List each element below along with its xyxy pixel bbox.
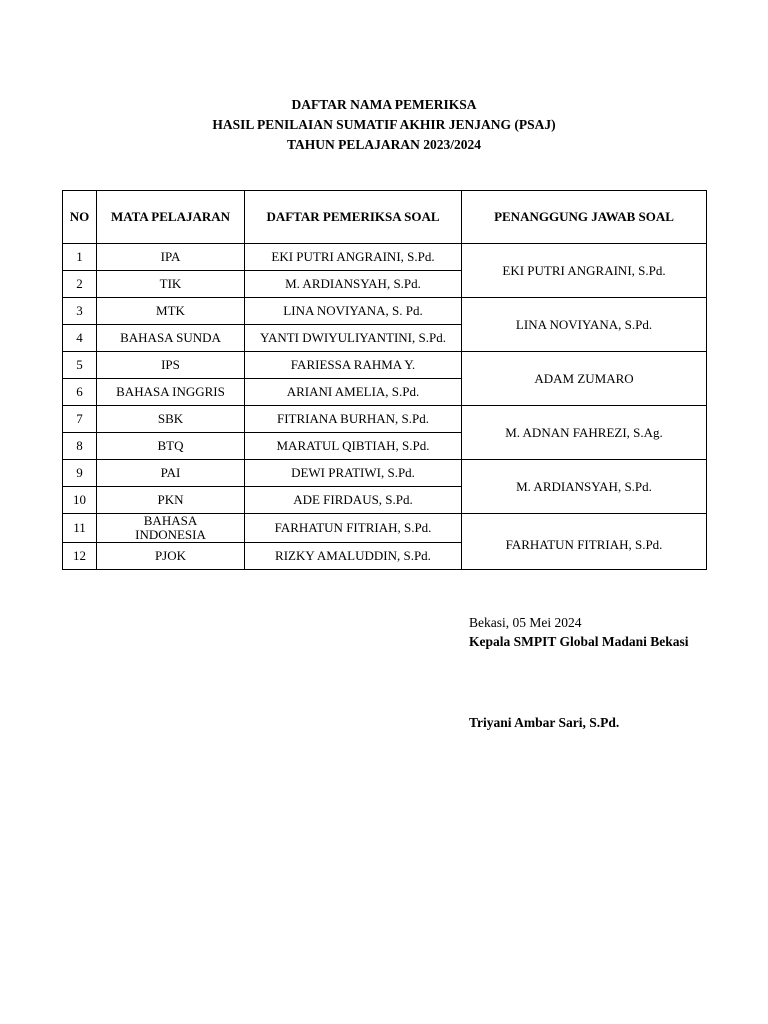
row-subject: TIK [97,271,245,298]
signer-name: Triyani Ambar Sari, S.Pd. [469,715,620,730]
row-subject: BTQ [97,433,245,460]
row-subject: BAHASA INDONESIA [97,514,245,543]
title-line-2: HASIL PENILAIAN SUMATIF AKHIR JENJANG (PSAJ) [212,117,556,132]
row-examiner: FARHATUN FITRIAH, S.Pd. [245,514,462,543]
row-examiner: DEWI PRATIWI, S.Pd. [245,460,462,487]
row-no: 9 [63,460,97,487]
row-examiner: FITRIANA BURHAN, S.Pd. [245,406,462,433]
row-subject: PAI [97,460,245,487]
row-no: 8 [63,433,97,460]
row-subject: MTK [97,298,245,325]
row-examiner: M. ARDIANSYAH, S.Pd. [245,271,462,298]
table-row [63,352,707,379]
row-responsible: EKI PUTRI ANGRAINI, S.Pd. [462,244,707,298]
row-examiner: ADE FIRDAUS, S.Pd. [245,487,462,514]
column-header-subject: MATA PELAJARAN [97,191,245,244]
column-header-examiner: DAFTAR PEMERIKSA SOAL [245,191,462,244]
row-responsible: M. ARDIANSYAH, S.Pd. [462,460,707,514]
row-subject: BAHASA INGGRIS [97,379,245,406]
row-no: 4 [63,325,97,352]
title-line-3: TAHUN PELAJARAN 2023/2024 [286,137,481,152]
row-no: 5 [63,352,97,379]
row-subject: PKN [97,487,245,514]
row-subject: IPS [97,352,245,379]
row-no: 7 [63,406,97,433]
signature-block [469,613,689,732]
row-responsible: M. ADNAN FAHREZI, S.Ag. [462,406,707,460]
row-subject: IPA [97,244,245,271]
table-row [63,298,707,325]
row-responsible: FARHATUN FITRIAH, S.Pd. [462,514,707,570]
table-row [63,244,707,271]
table-row [63,460,707,487]
row-examiner: YANTI DWIYULIYANTINI, S.Pd. [245,325,462,352]
row-no: 10 [63,487,97,514]
row-examiner: FARIESSA RAHMA Y. [245,352,462,379]
table-header-row [63,191,707,244]
place-date: Bekasi, 05 Mei 2024 [469,615,582,630]
row-examiner: LINA NOVIYANA, S. Pd. [245,298,462,325]
row-examiner: ARIANI AMELIA, S.Pd. [245,379,462,406]
row-no: 3 [63,298,97,325]
row-examiner: MARATUL QIBTIAH, S.Pd. [245,433,462,460]
row-no: 1 [63,244,97,271]
row-examiner: EKI PUTRI ANGRAINI, S.Pd. [245,244,462,271]
column-header-responsible: PENANGGUNG JAWAB SOAL [462,191,707,244]
row-responsible: ADAM ZUMARO [462,352,707,406]
table-row [63,406,707,433]
row-no: 11 [63,514,97,543]
row-no: 6 [63,379,97,406]
examiner-table [62,190,707,570]
row-subject: SBK [97,406,245,433]
row-no: 2 [63,271,97,298]
column-header-no: NO [63,191,97,244]
row-subject: PJOK [97,543,245,570]
row-examiner: RIZKY AMALUDDIN, S.Pd. [245,543,462,570]
table-row [63,514,707,543]
row-no: 12 [63,543,97,570]
row-subject: BAHASA SUNDA [97,325,245,352]
signer-position: Kepala SMPIT Global Madani Bekasi [469,634,689,649]
document-header [0,95,768,155]
title-line-1: DAFTAR NAMA PEMERIKSA [291,97,477,112]
row-responsible: LINA NOVIYANA, S.Pd. [462,298,707,352]
